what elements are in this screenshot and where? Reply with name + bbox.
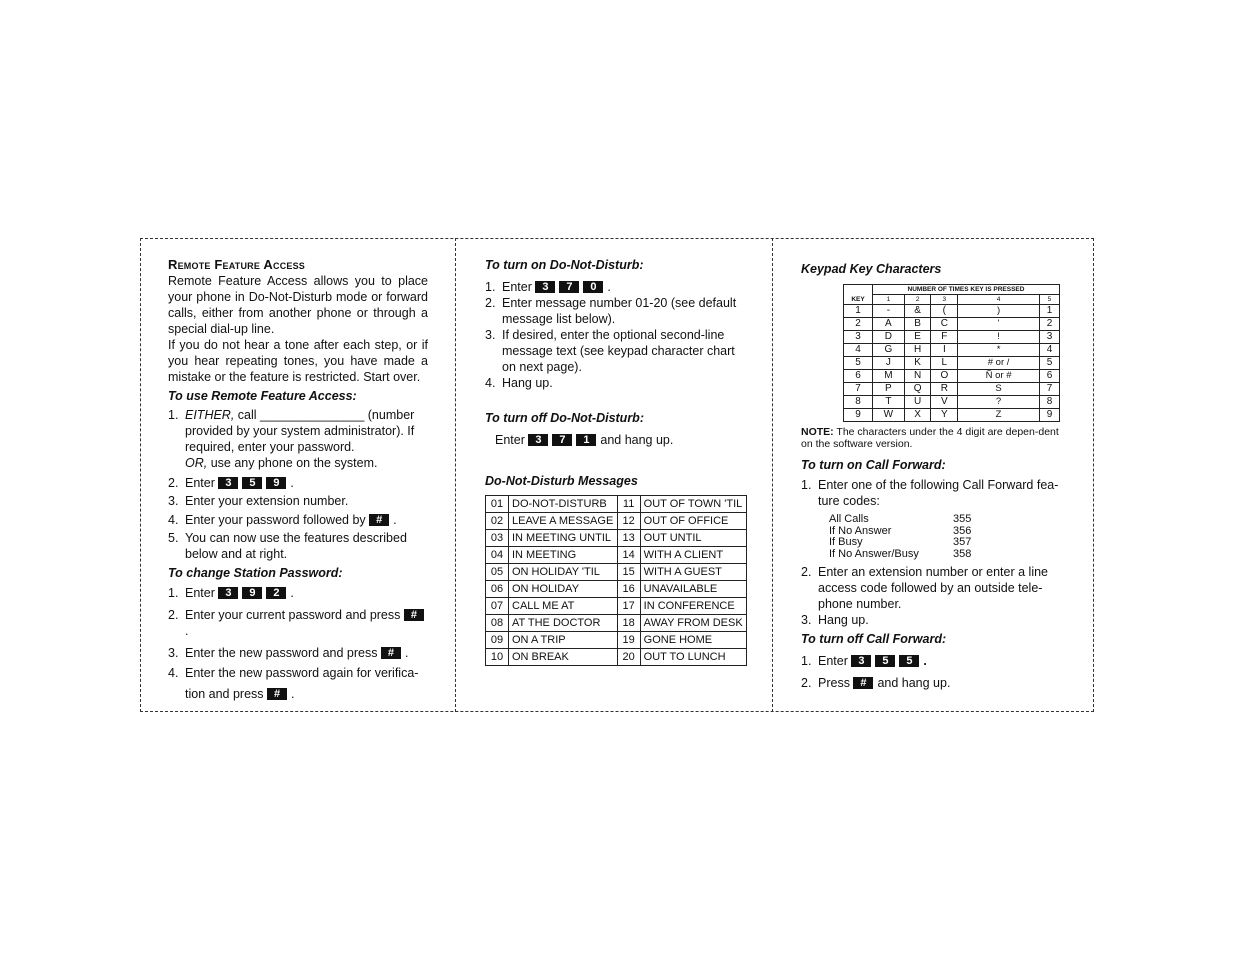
table-row xyxy=(486,496,747,513)
message-text: CALL ME AT xyxy=(509,598,618,615)
dnd-on-heading: To turn on Do-Not-Disturb: xyxy=(485,258,644,272)
key-3: 3 xyxy=(218,477,238,489)
press-count-header: 1 xyxy=(873,295,905,305)
keypad-character: 6 xyxy=(1039,370,1059,383)
message-text: AWAY FROM DESK xyxy=(640,615,746,632)
keypad-key-label: KEY xyxy=(844,295,873,305)
table-row xyxy=(486,564,747,581)
list-item: 5. You can now use the features described below and at right. xyxy=(168,531,407,561)
keypad-character: Y xyxy=(931,409,958,422)
key-0: 0 xyxy=(583,281,603,293)
message-number: 18 xyxy=(617,615,640,632)
table-row xyxy=(844,318,1060,331)
message-number: 10 xyxy=(486,649,509,666)
table-row xyxy=(486,547,747,564)
keypad-character: 1 xyxy=(1039,305,1059,318)
keypad-character: B xyxy=(904,318,931,331)
keypad-character: G xyxy=(873,344,905,357)
message-number: 20 xyxy=(617,649,640,666)
table-row xyxy=(829,537,971,549)
keypad-character: X xyxy=(904,409,931,422)
key-5: 5 xyxy=(875,655,895,667)
message-number: 12 xyxy=(617,513,640,530)
keypad-key: 6 xyxy=(844,370,873,383)
keypad-character: W xyxy=(873,409,905,422)
list-item: 2. Enter your current password and press #. xyxy=(168,607,428,639)
list-item: 3. Hang up. xyxy=(801,613,869,627)
keypad-character: A xyxy=(873,318,905,331)
list-item: 1. Enter one of the following Call Forward fea-ture codes: All Calls 355 If No Answer 356 If Busy 357 If No Answer/Busy 358 xyxy=(801,478,1059,560)
message-text: IN MEETING UNTIL xyxy=(509,530,618,547)
message-number: 13 xyxy=(617,530,640,547)
message-number: 15 xyxy=(617,564,640,581)
keypad-heading: Keypad Key Characters xyxy=(801,262,942,276)
table-row xyxy=(844,344,1060,357)
keypad-character: C xyxy=(931,318,958,331)
keypad-key: 9 xyxy=(844,409,873,422)
key-9: 9 xyxy=(242,587,262,599)
keypad-key: 3 xyxy=(844,331,873,344)
table-row xyxy=(486,598,747,615)
list-item: 3. Enter your extension number. xyxy=(168,494,349,508)
message-number: 02 xyxy=(486,513,509,530)
keypad-character: J xyxy=(873,357,905,370)
message-text: OUT OF TOWN 'TIL xyxy=(640,496,746,513)
keypad-character: Z xyxy=(958,409,1040,422)
keypad-character: O xyxy=(931,370,958,383)
keypad-character: 5 xyxy=(1039,357,1059,370)
key-2: 2 xyxy=(266,587,286,599)
forward-condition: If Busy xyxy=(829,536,863,548)
cf-off-heading: To turn off Call Forward: xyxy=(801,632,947,646)
column-remote-feature-access xyxy=(168,257,428,705)
message-number: 16 xyxy=(617,581,640,598)
message-number: 14 xyxy=(617,547,640,564)
table-row xyxy=(829,549,971,561)
list-item: 4. Hang up. xyxy=(485,376,553,390)
key-1: 1 xyxy=(576,434,596,446)
keypad-character: 7 xyxy=(1039,383,1059,396)
keypad-character: * xyxy=(958,344,1040,357)
list-item: 3. If desired, enter the optional second-line message text (see keypad character chart on next page). xyxy=(485,328,735,374)
keypad-character: 2 xyxy=(1039,318,1059,331)
list-item: 4. Enter the new password again for verifica-tion and press # . xyxy=(168,666,419,701)
press-count-header: 2 xyxy=(904,295,931,305)
key-3: 3 xyxy=(535,281,555,293)
table-row xyxy=(844,305,1060,318)
table-row xyxy=(486,615,747,632)
use-rfa-heading: To use Remote Feature Access: xyxy=(168,389,357,403)
keypad-character: ) xyxy=(958,305,1040,318)
message-text: ON BREAK xyxy=(509,649,618,666)
column-divider-2 xyxy=(772,238,773,712)
table-row xyxy=(844,383,1060,396)
press-count-header: 5 xyxy=(1039,295,1059,305)
keypad-character: ! xyxy=(958,331,1040,344)
table-row xyxy=(486,632,747,649)
keypad-character: S xyxy=(958,383,1040,396)
dnd-messages-heading: Do-Not-Disturb Messages xyxy=(485,474,638,488)
keypad-key: 1 xyxy=(844,305,873,318)
list-item: 2. Enter message number 01-20 (see default message list below). xyxy=(485,296,737,326)
message-text: LEAVE A MESSAGE xyxy=(509,513,618,530)
message-text: OUT OF OFFICE xyxy=(640,513,746,530)
key-3: 3 xyxy=(851,655,871,667)
message-text: OUT UNTIL xyxy=(640,530,746,547)
keypad-character: L xyxy=(931,357,958,370)
keypad-character: ? xyxy=(958,396,1040,409)
message-number: 11 xyxy=(617,496,640,513)
list-item: 4. Enter your password followed by # . xyxy=(168,513,397,527)
keypad-key: 5 xyxy=(844,357,873,370)
key-hash: # xyxy=(404,609,424,621)
key-hash: # xyxy=(369,514,389,526)
change-password-steps xyxy=(168,585,428,705)
table-row xyxy=(844,396,1060,409)
table-row xyxy=(844,357,1060,370)
intro-paragraph-2: If you do not hear a tone after each step, or if you hear repeating tones, you have made a mistake or the feature is restricted. Start over. xyxy=(168,338,428,384)
keypad-key: 8 xyxy=(844,396,873,409)
message-number: 05 xyxy=(486,564,509,581)
key-7: 7 xyxy=(552,434,572,446)
dnd-on-steps xyxy=(485,279,750,391)
keypad-character: V xyxy=(931,396,958,409)
feature-code: 356 xyxy=(953,524,972,537)
key-3: 3 xyxy=(528,434,548,446)
message-text: GONE HOME xyxy=(640,632,746,649)
message-text: IN CONFERENCE xyxy=(640,598,746,615)
cf-on-heading: To turn on Call Forward: xyxy=(801,458,946,472)
column-divider-1 xyxy=(455,238,456,712)
keypad-character: ( xyxy=(931,305,958,318)
list-item: 2. Enter 3 5 9 . xyxy=(168,476,294,490)
keypad-character: 8 xyxy=(1039,396,1059,409)
message-number: 17 xyxy=(617,598,640,615)
table-row xyxy=(844,331,1060,344)
section-title: Remote Feature Access xyxy=(168,257,306,272)
column-do-not-disturb xyxy=(485,257,750,666)
key-7: 7 xyxy=(559,281,579,293)
forward-condition: All Calls xyxy=(829,513,869,525)
message-number: 06 xyxy=(486,581,509,598)
table-row xyxy=(486,649,747,666)
message-number: 04 xyxy=(486,547,509,564)
keypad-key: 2 xyxy=(844,318,873,331)
keypad-key: 4 xyxy=(844,344,873,357)
keypad-character: 3 xyxy=(1039,331,1059,344)
keypad-character: E xyxy=(904,331,931,344)
dnd-messages-table xyxy=(485,495,747,666)
key-3: 3 xyxy=(218,587,238,599)
key-5: 5 xyxy=(899,655,919,667)
table-row xyxy=(829,514,971,526)
keypad-key: 7 xyxy=(844,383,873,396)
keypad-character: 9 xyxy=(1039,409,1059,422)
keypad-character: R xyxy=(931,383,958,396)
list-item: 2. Enter an extension number or enter a line access code followed by an outside tele-phone number. xyxy=(801,565,1048,611)
message-text: OUT TO LUNCH xyxy=(640,649,746,666)
call-forward-codes xyxy=(829,514,971,560)
keypad-character: 4 xyxy=(1039,344,1059,357)
table-row xyxy=(844,409,1060,422)
feature-code: 357 xyxy=(953,536,972,548)
key-hash: # xyxy=(381,647,401,659)
list-item: 3. Enter the new password and press # . xyxy=(168,646,409,660)
message-text: WITH A CLIENT xyxy=(640,547,746,564)
dnd-off-instruction: Enter 3 7 1 and hang up. xyxy=(495,433,674,447)
message-text: ON HOLIDAY 'TIL xyxy=(509,564,618,581)
keypad-characters-table xyxy=(843,284,1060,422)
message-number: 09 xyxy=(486,632,509,649)
cf-off-steps xyxy=(801,653,1063,691)
intro-paragraph-1: Remote Feature Access allows you to place your phone in Do-Not-Disturb mode or forward calls, either from another phone or through a special dial-up line. xyxy=(168,274,428,336)
message-number: 03 xyxy=(486,530,509,547)
key-hash: # xyxy=(267,688,287,700)
message-text: IN MEETING xyxy=(509,547,618,564)
keypad-character: # or / xyxy=(958,357,1040,370)
change-password-heading: To change Station Password: xyxy=(168,566,343,580)
keypad-character: T xyxy=(873,396,905,409)
feature-code: 358 xyxy=(953,547,972,560)
key-hash: # xyxy=(853,677,873,689)
keypad-character: M xyxy=(873,370,905,383)
keypad-character: U xyxy=(904,396,931,409)
keypad-character: I xyxy=(931,344,958,357)
list-item: 1. EITHER, call _______________ (number provided by your system administrator). If required, enter your password. OR, use any phone on the system. xyxy=(168,408,415,470)
keypad-character: K xyxy=(904,357,931,370)
message-text: WITH A GUEST xyxy=(640,564,746,581)
table-row xyxy=(486,530,747,547)
cf-on-steps xyxy=(801,477,1063,628)
message-number: 07 xyxy=(486,598,509,615)
list-item: 1. Enter 3 5 5 . xyxy=(801,654,927,668)
use-rfa-steps xyxy=(168,407,428,562)
keypad-character: & xyxy=(904,305,931,318)
keypad-caption: NUMBER OF TIMES KEY IS PRESSED xyxy=(873,285,1060,295)
press-count-header: 3 xyxy=(931,295,958,305)
keypad-character: Q xyxy=(904,383,931,396)
key-9: 9 xyxy=(266,477,286,489)
key-5: 5 xyxy=(242,477,262,489)
table-row xyxy=(844,370,1060,383)
message-number: 01 xyxy=(486,496,509,513)
keypad-character: H xyxy=(904,344,931,357)
message-text: AT THE DOCTOR xyxy=(509,615,618,632)
keypad-note: NOTE: The characters under the 4 digit are depen-dent on the software version. xyxy=(801,426,1059,450)
table-row xyxy=(486,581,747,598)
keypad-character: Ñ or # xyxy=(958,370,1040,383)
feature-code: 355 xyxy=(953,513,972,525)
forward-condition: If No Answer/Busy xyxy=(829,547,919,560)
table-row xyxy=(486,513,747,530)
keypad-character: - xyxy=(873,305,905,318)
keypad-character: D xyxy=(873,331,905,344)
message-text: ON A TRIP xyxy=(509,632,618,649)
dnd-off-heading: To turn off Do-Not-Disturb: xyxy=(485,411,644,425)
press-count-header: 4 xyxy=(958,295,1040,305)
keypad-character: N xyxy=(904,370,931,383)
message-number: 19 xyxy=(617,632,640,649)
list-item: 1. Enter 3 7 0 . xyxy=(485,280,611,294)
keypad-character: P xyxy=(873,383,905,396)
keypad-character: ' xyxy=(958,318,1040,331)
column-keypad-call-forward xyxy=(801,261,1063,691)
message-number: 08 xyxy=(486,615,509,632)
message-text: UNAVAILABLE xyxy=(640,581,746,598)
forward-condition: If No Answer xyxy=(829,524,892,537)
message-text: DO-NOT-DISTURB xyxy=(509,496,618,513)
keypad-character: F xyxy=(931,331,958,344)
list-item: 2. Press # and hang up. xyxy=(801,676,951,690)
message-text: ON HOLIDAY xyxy=(509,581,618,598)
list-item: 1. Enter 3 9 2 . xyxy=(168,586,294,600)
